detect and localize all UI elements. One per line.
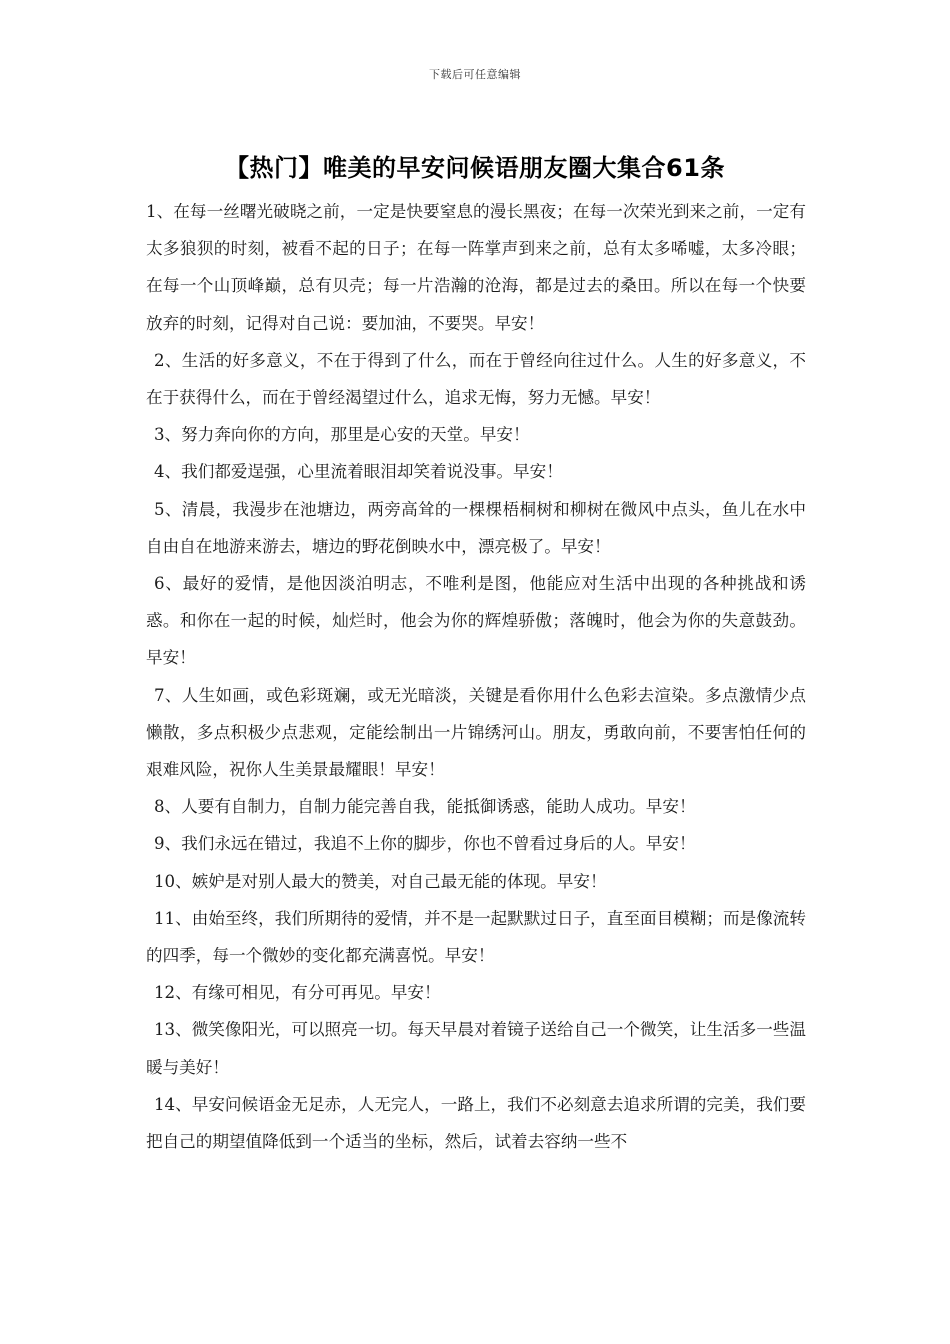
paragraph-11: 11、由始至终，我们所期待的爱情，并不是一起默默过日子，直至面目模糊；而是像流转的四季，每一个微妙的变化都充满喜悦。早安！ [146,908,806,966]
paragraph-3: 3、努力奔向你的方向，那里是心安的天堂。早安！ [154,425,530,445]
paragraph-6: 6、最好的爱情，是他因淡泊明志，不唯利是图，他能应对生活中出现的各种挑战和诱惑。和你在一起的时候，灿烂时，他会为你的辉煌骄傲；落魄时，他会为你的失意鼓劲。早安！ [146,574,806,668]
paragraph-7: 7、人生如画，或色彩斑斓，或无光暗淡，关键是看你用什么色彩去渲染。多点激情少点懒散，多点积极少点悲观，定能绘制出一片锦绣河山。朋友，勇敢向前，不要害怕任何的艰难风险，祝你人生美景最耀眼！早安！ [146,685,806,780]
paragraph-14: 14、早安问候语金无足赤，人无完人，一路上，我们不必刻意去追求所谓的完美，我们要把自己的期望值降低到一个适当的坐标，然后，试着去容纳一些不 [146,1094,806,1152]
header-note: 下载后可任意编辑 [429,68,521,81]
paragraph-5: 5、清晨，我漫步在池塘边，两旁高耸的一棵棵梧桐树和柳树在微风中点头，鱼儿在水中自由自在地游来游去，塘边的野花倒映水中，漂亮极了。早安！ [146,499,806,556]
document-body [146,193,806,1160]
paragraph-4: 4、我们都爱逞强，心里流着眼泪却笑着说没事。早安！ [154,462,563,482]
document-title: 【热门】唯美的早安问候语朋友圈大集合61条 [225,154,725,182]
paragraph-13: 13、微笑像阳光，可以照亮一切。每天早晨对着镜子送给自己一个微笑，让生活多一些温暖与美好！ [146,1020,806,1077]
paragraph-1: 1、在每一丝曙光破晓之前，一定是快要窒息的漫长黑夜；在每一次荣光到来之前，一定有太多狼狈的时刻，被看不起的日子；在每一阵掌声到来之前，总有太多唏嘘，太多冷眼；在每一个山顶峰巅，总有贝壳；每一片浩瀚的沧海，都是过去的桑田。所以在每一个快要放弃的时刻，记得对自己说：要加油，不要哭。早安！ [146,202,806,333]
paragraph-12: 12、有缘可相见，有分可再见。早安！ [154,983,441,1003]
paragraph-2: 2、生活的好多意义，不在于得到了什么，而在于曾经向往过什么。人生的好多意义，不在于获得什么，而在于曾经渴望过什么，追求无悔，努力无憾。早安！ [146,350,806,408]
paragraph-10: 10、嫉妒是对别人最大的赞美，对自己最无能的体现。早安！ [154,871,607,891]
paragraph-8: 8、人要有自制力，自制力能完善自我，能抵御诱惑，能助人成功。早安！ [154,797,696,817]
paragraph-9: 9、我们永远在错过，我追不上你的脚步，你也不曾看过身后的人。早安！ [154,834,696,854]
